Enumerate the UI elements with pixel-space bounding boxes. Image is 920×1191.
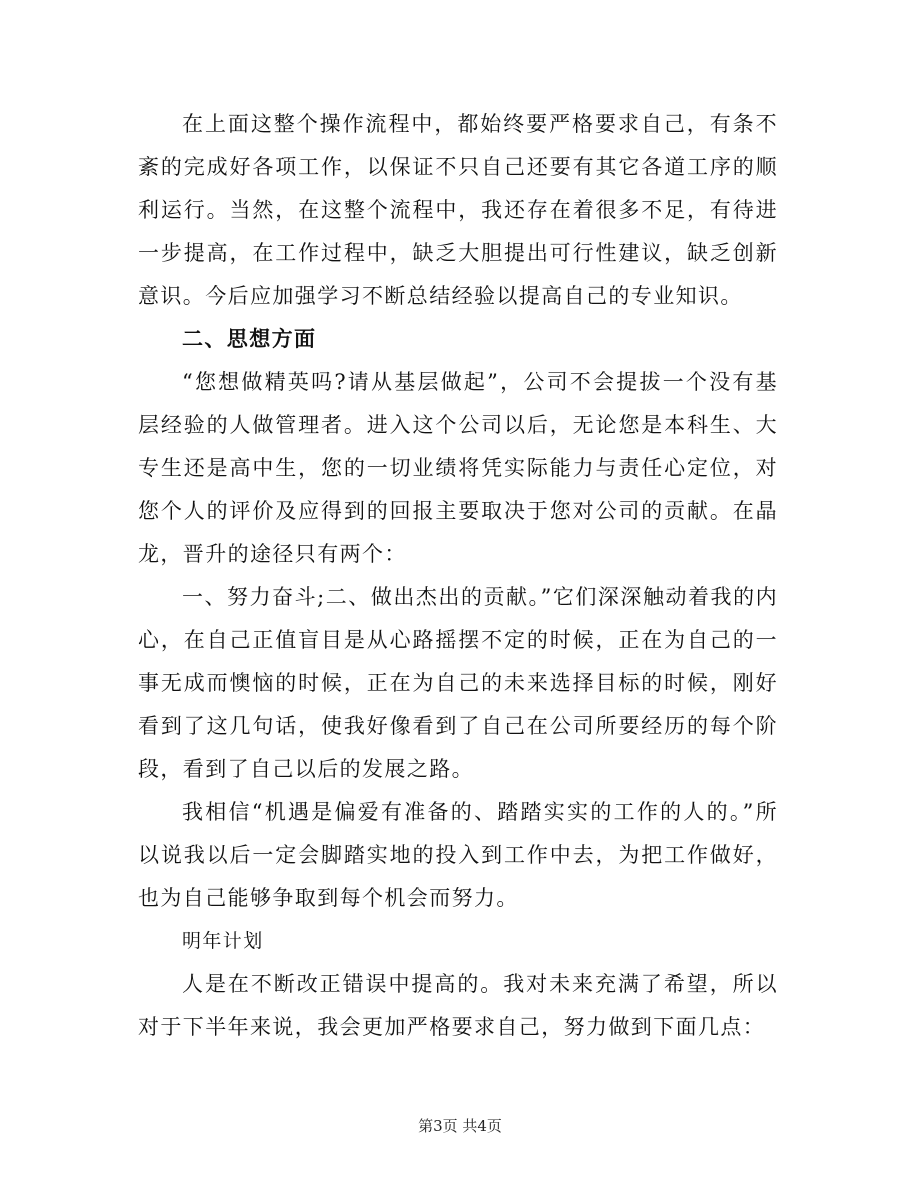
paragraph-elite-quote: “您想做精英吗?请从基层做起”，公司不会提拔一个没有基层经验的人做管理者。进入这个公司以后，无论您是本科生、大专生还是高中生，您的一切业绩将凭实际能力与责任心定位，对您个人的评价及应得到的回报主要取决于您对公司的贡献。在晶龙，晋升的途径只有两个： (138, 370, 778, 566)
paragraph-plan-intro: 人是在不断改正错误中提高的。我对未来充满了希望，所以对于下半年来说，我会更加严格要求自己，努力做到下面几点： (138, 972, 778, 1039)
document-body (138, 103, 778, 1049)
section-heading-thinking: 二、思想方面 (182, 327, 317, 351)
section-heading-next-year-plan: 明年计划 (182, 930, 264, 952)
paragraph-promotion-paths: 一、努力奋斗;二、做出杰出的贡献。”它们深深触动着我的内心，在自己正值盲目是从心路摇摆不定的时候，正在为自己的一事无成而懊恼的时候，正在为自己的未来选择目标的时候，刚好看到了这几句话，使我好像看到了自己在公司所要经历的每个阶段，看到了自己以后的发展之路。 (138, 585, 778, 781)
page-number-footer: 第3页 共4页 (418, 1117, 502, 1135)
paragraph-opportunity: 我相信“机遇是偏爱有准备的、踏踏实实的工作的人的。”所以说我以后一定会脚踏实地的投入到工作中去，为把工作做好，也为自己能够争取到每个机会而努力。 (138, 800, 778, 910)
paragraph-workflow-summary: 在上面这整个操作流程中，都始终要严格要求自己，有条不紊的完成好各项工作，以保证不只自己还要有其它各道工序的顺利运行。当然，在这整个流程中，我还存在着很多不足，有待进一步提高，在工作过程中，缺乏大胆提出可行性建议，缺乏创新意识。今后应加强学习不断总结经验以提高自己的专业知识。 (138, 112, 778, 308)
